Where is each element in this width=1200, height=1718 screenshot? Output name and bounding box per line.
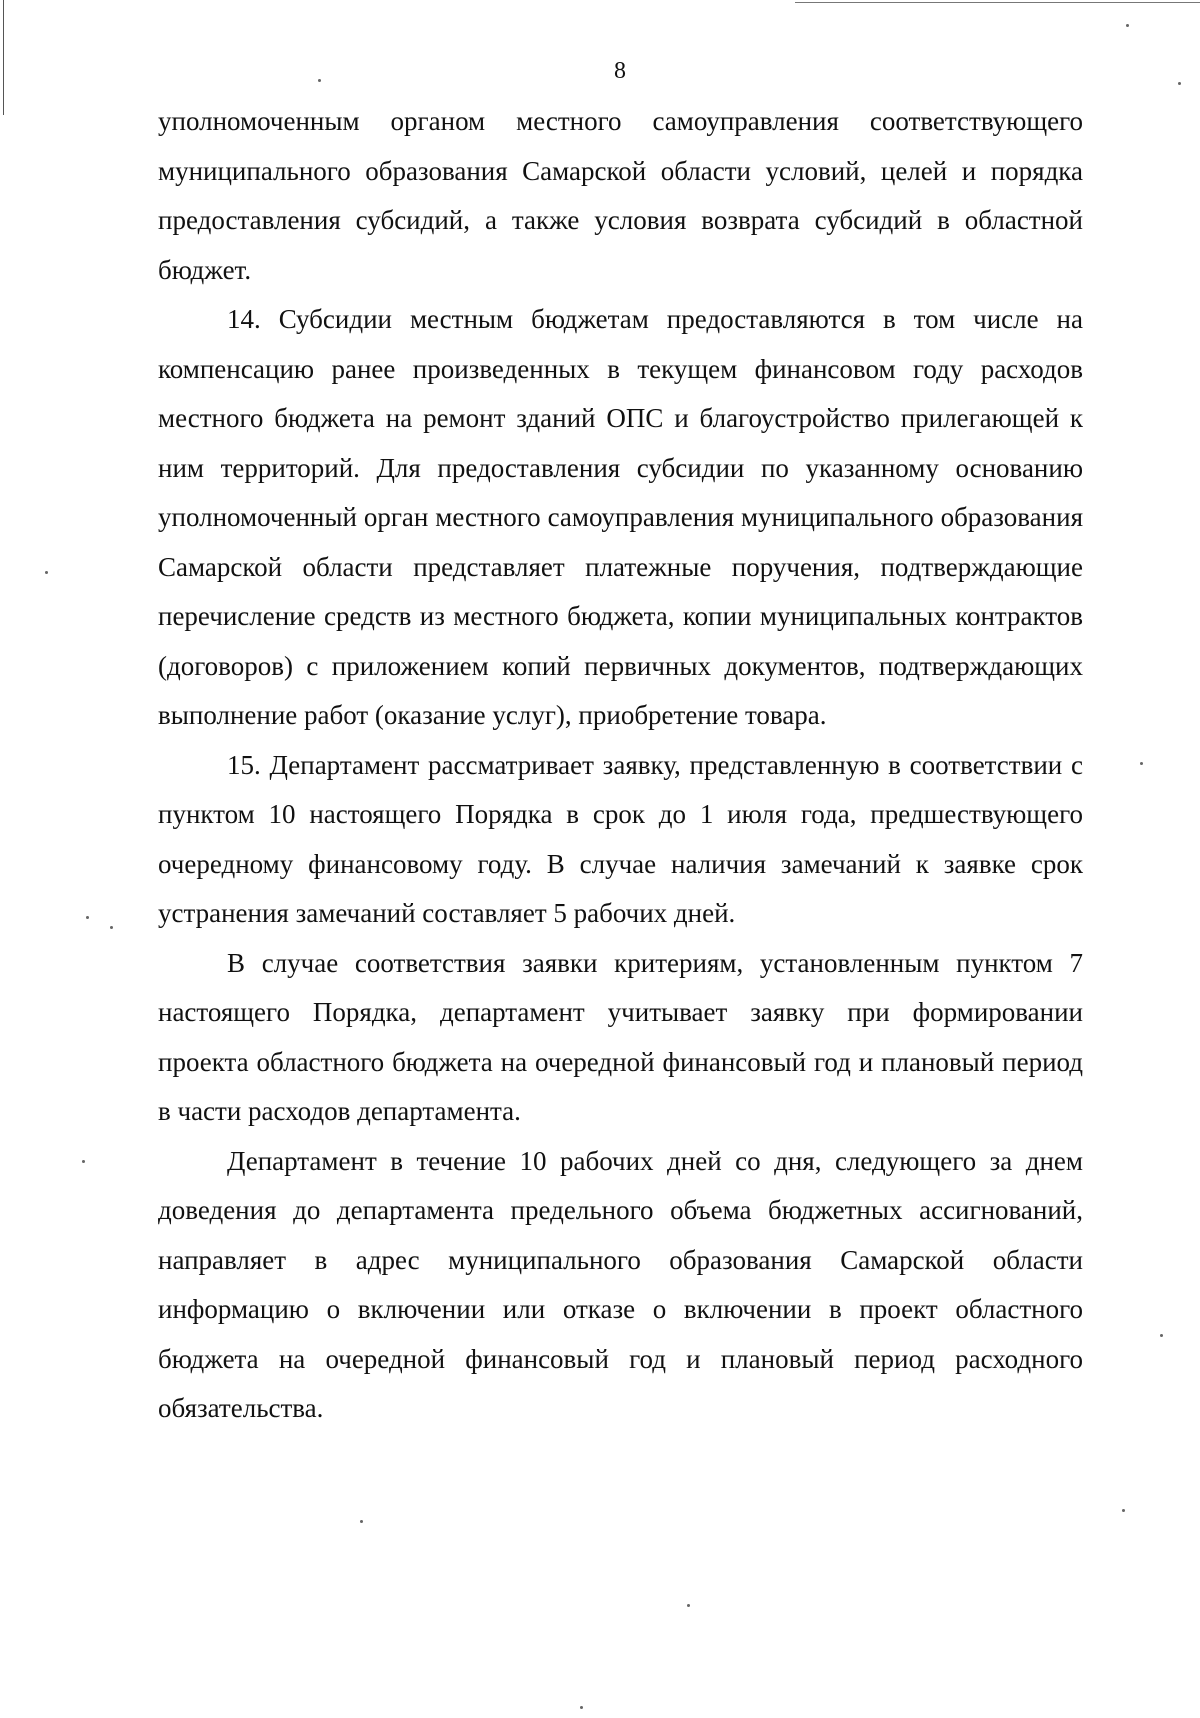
scan-speck bbox=[687, 1604, 690, 1607]
document-body bbox=[158, 97, 1083, 1434]
scan-speck bbox=[1122, 1509, 1125, 1512]
paragraph-clause-15-third: Департамент в течение 10 рабочих дней со дня, следующего за днем доведения до департамента предельного объема бюджетных ассигнований, направляет в адрес муниципального образования Самарской области информацию о включении или отказе о включении в проект областного бюджета на очередной финансовый год и плановый период расходного обязательства. bbox=[158, 1145, 1083, 1423]
paragraph-clause-14: 14. Субсидии местным бюджетам предоставляются в том числе на компенсацию ранее произведенных в текущем финансовом году расходов местного бюджета на ремонт зданий ОПС и благоустройство прилегающей к ним территорий. Для предоставления субсидии по указанному основанию уполномоченный орган местного самоуправления муниципального образования Самарской области представляет платежные поручения, подтверждающие перечисление средств из местного бюджета, копии муниципальных контрактов (договоров) с приложением копий первичных документов, подтверждающих выполнение работ (оказание услуг), приобретение товара. bbox=[158, 304, 1083, 730]
scan-speck bbox=[360, 1520, 363, 1523]
scan-speck bbox=[1140, 762, 1143, 765]
scan-speck bbox=[1178, 82, 1181, 85]
scan-speck bbox=[1160, 1334, 1163, 1337]
paragraph-continuation: уполномоченным органом местного самоуправления соответствующего муниципального образования Самарской области условий, целей и порядка предоставления субсидий, а также условия возврата субсидий в областной бюджет. bbox=[158, 106, 1083, 285]
scan-speck bbox=[110, 926, 113, 929]
scan-speck bbox=[86, 916, 89, 919]
paragraph-clause-15: 15. Департамент рассматривает заявку, представленную в соответствии с пунктом 10 настоящего Порядка в срок до 1 июля года, предшествующего очередному финансовому году. В случае наличия замечаний к заявке срок устранения замечаний составляет 5 рабочих дней. bbox=[158, 749, 1083, 928]
page-number: 8 bbox=[614, 58, 626, 84]
scan-speck bbox=[580, 1706, 583, 1709]
scan-edge-top bbox=[795, 2, 1200, 3]
scan-speck bbox=[45, 571, 48, 574]
scan-speck bbox=[1126, 24, 1129, 27]
scan-speck bbox=[318, 79, 321, 82]
scan-speck bbox=[82, 1160, 85, 1163]
paragraph-clause-15-second: В случае соответствия заявки критериям, установленным пунктом 7 настоящего Порядка, департамент учитывает заявку при формировании проекта областного бюджета на очередной финансовый год и плановый период в части расходов департамента. bbox=[158, 947, 1083, 1126]
